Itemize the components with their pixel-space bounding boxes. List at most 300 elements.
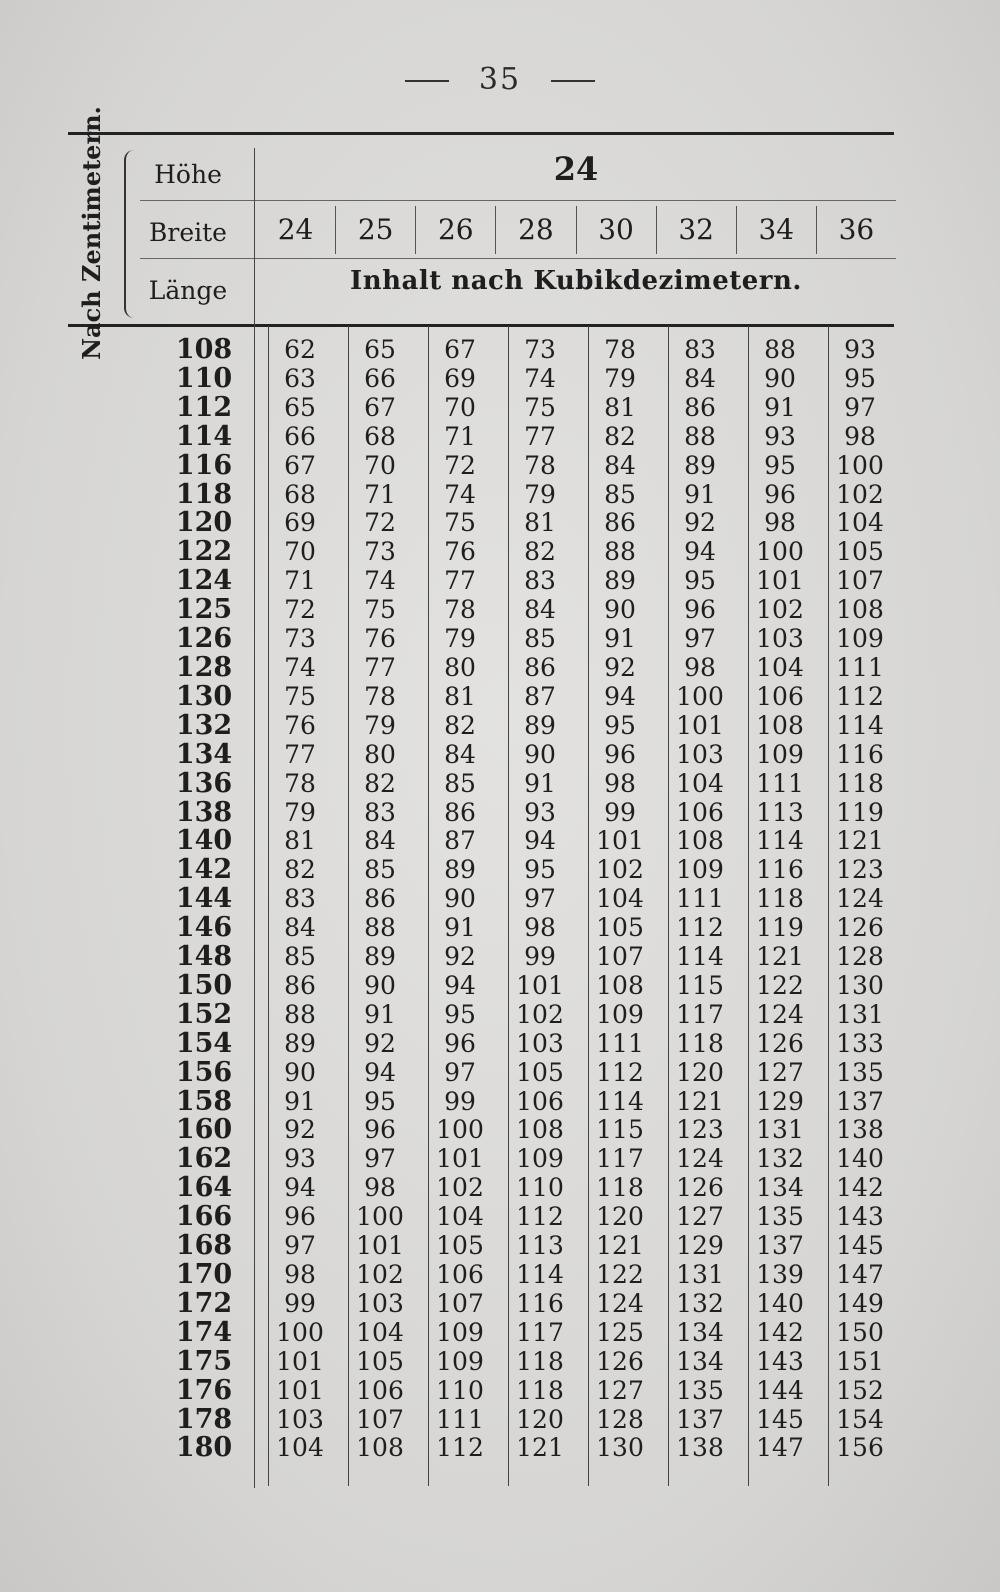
length-cell: 172 [175, 1287, 233, 1319]
volume-cell: 91 [684, 479, 716, 509]
volume-cell: 79 [284, 797, 316, 827]
volume-cell: 98 [764, 508, 796, 538]
header-bottom-rule [68, 324, 894, 327]
length-cell: 108 [175, 334, 233, 365]
volume-cell: 101 [676, 710, 724, 740]
volume-cell: 149 [836, 1288, 884, 1318]
volume-cell: 112 [516, 1202, 564, 1232]
volume-cell: 69 [284, 508, 316, 538]
volume-cell: 117 [516, 1317, 564, 1347]
volume-cell: 95 [604, 710, 636, 740]
volume-cell: 118 [676, 1028, 724, 1058]
volume-cell: 100 [836, 450, 884, 480]
volume-cell: 143 [756, 1346, 804, 1376]
volume-cell: 92 [364, 1028, 396, 1058]
volume-cell: 120 [516, 1404, 564, 1434]
volume-cell: 95 [524, 855, 556, 885]
volume-cell: 71 [364, 479, 396, 509]
volume-cell: 104 [596, 884, 644, 914]
volume-cell: 95 [364, 1086, 396, 1116]
length-cell: 160 [175, 1114, 233, 1146]
volume-cell: 135 [676, 1375, 724, 1405]
volume-cell: 98 [524, 913, 556, 943]
volume-cell: 124 [836, 884, 884, 914]
volume-cell: 84 [364, 826, 396, 856]
volume-cell: 75 [524, 392, 556, 422]
volume-cell: 95 [444, 999, 476, 1029]
table-row [148, 509, 900, 538]
table-row [148, 1377, 900, 1406]
volume-cell: 90 [284, 1057, 316, 1087]
volume-cell: 92 [284, 1115, 316, 1145]
volume-cell: 121 [596, 1231, 644, 1261]
volume-cell: 68 [284, 479, 316, 509]
volume-cell: 88 [364, 913, 396, 943]
length-cell: 126 [175, 623, 233, 655]
volume-cell: 88 [284, 999, 316, 1029]
volume-cell: 152 [836, 1375, 884, 1405]
volume-cell: 114 [516, 1260, 564, 1289]
breite-value: 32 [656, 206, 736, 254]
volume-cell: 128 [836, 942, 884, 972]
volume-cell: 85 [524, 624, 556, 654]
volume-cell: 90 [604, 595, 636, 625]
volume-cell: 70 [284, 537, 316, 567]
volume-cell: 84 [604, 450, 636, 480]
volume-cell: 131 [836, 999, 884, 1029]
volume-cell: 75 [364, 595, 396, 625]
volume-cell: 90 [764, 363, 796, 393]
volume-cell: 91 [284, 1086, 316, 1116]
volume-cell: 110 [516, 1173, 564, 1203]
volume-cell: 77 [284, 739, 316, 769]
length-cell: 130 [175, 680, 233, 712]
length-cell: 152 [175, 998, 233, 1030]
volume-cell: 118 [516, 1346, 564, 1376]
volume-cell: 63 [284, 363, 316, 393]
volume-cell: 70 [444, 392, 476, 422]
length-cell: 176 [175, 1374, 233, 1406]
volume-cell: 112 [596, 1057, 644, 1087]
volume-cell: 99 [524, 942, 556, 972]
volume-cell: 94 [284, 1173, 316, 1203]
volume-cell: 126 [596, 1346, 644, 1376]
volume-cell: 84 [284, 913, 316, 943]
volume-cell: 95 [684, 566, 716, 596]
volume-cell: 122 [596, 1260, 644, 1289]
volume-cell: 83 [364, 797, 396, 827]
length-cell: 166 [175, 1201, 233, 1233]
volume-cell: 76 [284, 710, 316, 740]
volume-cell: 121 [836, 826, 884, 856]
volume-cell: 79 [364, 710, 396, 740]
length-cell: 144 [175, 883, 233, 915]
volume-cell: 99 [284, 1288, 316, 1318]
volume-cell: 84 [444, 739, 476, 769]
volume-cell: 93 [284, 1144, 316, 1174]
volume-cell: 132 [676, 1288, 724, 1318]
breite-value: 36 [816, 206, 896, 254]
volume-cell: 100 [676, 681, 724, 711]
volume-cell: 108 [596, 970, 644, 1000]
volume-cell: 142 [836, 1173, 884, 1203]
volume-cell: 106 [356, 1375, 404, 1405]
volume-cell: 100 [436, 1115, 484, 1145]
volume-cell: 78 [524, 450, 556, 480]
volume-cell: 88 [604, 537, 636, 567]
volume-cell: 78 [604, 335, 636, 364]
volume-cell: 95 [764, 450, 796, 480]
length-cell: 134 [175, 738, 233, 770]
breite-value: 26 [415, 206, 495, 254]
volume-cell: 116 [516, 1288, 564, 1318]
table-row [148, 625, 900, 654]
volume-cell: 151 [836, 1346, 884, 1376]
volume-cell: 91 [444, 913, 476, 943]
volume-cell: 101 [516, 970, 564, 1000]
volume-cell: 127 [676, 1202, 724, 1232]
volume-cell: 109 [756, 739, 804, 769]
volume-cell: 74 [444, 479, 476, 509]
volume-cell: 82 [284, 855, 316, 885]
volume-cell: 86 [444, 797, 476, 827]
volume-cell: 107 [436, 1288, 484, 1318]
volume-cell: 105 [356, 1346, 404, 1376]
length-cell: 175 [175, 1345, 233, 1377]
volume-cell: 144 [756, 1375, 804, 1405]
volume-cell: 73 [284, 624, 316, 654]
volume-cell: 89 [444, 855, 476, 885]
table-row [148, 596, 900, 625]
volume-cell: 76 [364, 624, 396, 654]
volume-cell: 79 [604, 363, 636, 393]
volume-cell: 96 [444, 1028, 476, 1058]
volume-cell: 65 [284, 392, 316, 422]
volume-cell: 116 [836, 739, 884, 769]
volume-cell: 86 [364, 884, 396, 914]
label-breite: Breite [149, 218, 227, 247]
volume-cell: 72 [364, 508, 396, 538]
volume-cell: 115 [596, 1115, 644, 1145]
volume-cell: 93 [524, 797, 556, 827]
volume-cell: 92 [444, 942, 476, 972]
length-cell: 150 [175, 969, 233, 1001]
volume-cell: 96 [684, 595, 716, 625]
volume-cell: 113 [756, 797, 804, 827]
volume-cell: 111 [836, 652, 884, 682]
volume-cell: 97 [844, 392, 876, 422]
volume-cell: 139 [756, 1260, 804, 1289]
table-row [148, 1406, 900, 1435]
table-row [148, 712, 900, 741]
length-cell: 120 [175, 507, 233, 539]
volume-cell: 121 [756, 942, 804, 972]
table-row [148, 943, 900, 972]
top-rule [68, 132, 894, 135]
volume-cell: 95 [844, 363, 876, 393]
volume-cell: 85 [364, 855, 396, 885]
volume-cell: 108 [836, 595, 884, 625]
volume-table-body [148, 336, 900, 1463]
volume-cell: 100 [276, 1317, 324, 1347]
volume-cell: 109 [436, 1317, 484, 1347]
volume-cell: 124 [756, 999, 804, 1029]
volume-cell: 114 [836, 710, 884, 740]
breite-value: 34 [736, 206, 816, 254]
volume-cell: 131 [676, 1260, 724, 1289]
volume-cell: 66 [364, 363, 396, 393]
volume-cell: 114 [756, 826, 804, 856]
table-row [148, 1030, 900, 1059]
table-row [148, 1348, 900, 1377]
table-row [148, 741, 900, 770]
volume-cell: 66 [284, 421, 316, 451]
volume-cell: 108 [756, 710, 804, 740]
volume-cell: 97 [284, 1231, 316, 1261]
volume-cell: 130 [836, 970, 884, 1000]
volume-cell: 140 [836, 1144, 884, 1174]
volume-cell: 118 [596, 1173, 644, 1203]
volume-cell: 135 [756, 1202, 804, 1232]
length-cell: 110 [175, 362, 233, 394]
length-cell: 138 [175, 796, 233, 828]
volume-cell: 78 [284, 768, 316, 798]
volume-cell: 131 [756, 1115, 804, 1145]
volume-cell: 104 [676, 768, 724, 798]
volume-cell: 83 [684, 335, 716, 364]
volume-cell: 121 [516, 1433, 564, 1463]
label-hoehe: Höhe [154, 160, 222, 189]
volume-cell: 97 [684, 624, 716, 654]
volume-cell: 123 [676, 1115, 724, 1145]
table-row [148, 1145, 900, 1174]
volume-cell: 137 [756, 1231, 804, 1261]
volume-cell: 125 [596, 1317, 644, 1347]
volume-cell: 80 [444, 652, 476, 682]
table-row [148, 538, 900, 567]
volume-cell: 105 [436, 1231, 484, 1261]
volume-cell: 127 [596, 1375, 644, 1405]
volume-cell: 94 [524, 826, 556, 856]
volume-cell: 77 [444, 566, 476, 596]
length-cell: 156 [175, 1056, 233, 1088]
dash-left [405, 80, 449, 82]
volume-cell: 111 [756, 768, 804, 798]
length-cell: 122 [175, 536, 233, 568]
volume-cell: 89 [684, 450, 716, 480]
volume-cell: 93 [764, 421, 796, 451]
volume-cell: 142 [756, 1317, 804, 1347]
volume-cell: 107 [596, 942, 644, 972]
volume-cell: 90 [444, 884, 476, 914]
volume-cell: 116 [756, 855, 804, 885]
length-cell: 136 [175, 767, 233, 799]
volume-cell: 104 [756, 652, 804, 682]
volume-cell: 135 [836, 1057, 884, 1087]
volume-cell: 156 [836, 1433, 884, 1463]
volume-cell: 102 [516, 999, 564, 1029]
hoehe-value: 24 [553, 150, 599, 188]
volume-cell: 74 [524, 363, 556, 393]
volume-cell: 105 [836, 537, 884, 567]
volume-cell: 94 [684, 537, 716, 567]
volume-cell: 91 [364, 999, 396, 1029]
table-row [148, 972, 900, 1001]
volume-cell: 103 [516, 1028, 564, 1058]
volume-cell: 62 [284, 335, 316, 364]
volume-cell: 143 [836, 1202, 884, 1232]
volume-cell: 138 [676, 1433, 724, 1463]
volume-cell: 73 [524, 335, 556, 364]
table-row [148, 856, 900, 885]
volume-cell: 86 [684, 392, 716, 422]
volume-cell: 129 [676, 1231, 724, 1261]
volume-cell: 91 [604, 624, 636, 654]
volume-cell: 85 [284, 942, 316, 972]
volume-cell: 89 [284, 1028, 316, 1058]
volume-cell: 106 [516, 1086, 564, 1116]
volume-cell: 106 [436, 1260, 484, 1289]
volume-cell: 72 [444, 450, 476, 480]
length-cell: 168 [175, 1230, 233, 1262]
volume-cell: 137 [676, 1404, 724, 1434]
label-laenge: Länge [148, 276, 228, 305]
length-cell: 125 [175, 594, 233, 626]
volume-cell: 75 [284, 681, 316, 711]
volume-cell: 98 [364, 1173, 396, 1203]
volume-cell: 109 [676, 855, 724, 885]
volume-cell: 145 [756, 1404, 804, 1434]
table-row [148, 481, 900, 510]
volume-cell: 80 [364, 739, 396, 769]
volume-cell: 92 [604, 652, 636, 682]
volume-cell: 70 [364, 450, 396, 480]
volume-cell: 97 [524, 884, 556, 914]
volume-cell: 86 [284, 970, 316, 1000]
volume-cell: 115 [676, 970, 724, 1000]
volume-cell: 102 [836, 479, 884, 509]
volume-cell: 101 [436, 1144, 484, 1174]
table-row [148, 1203, 900, 1232]
breite-value: 25 [335, 206, 415, 254]
table-row [148, 654, 900, 683]
length-cell: 178 [175, 1403, 233, 1435]
volume-cell: 87 [444, 826, 476, 856]
volume-cell: 113 [516, 1231, 564, 1261]
page-number: 35 [478, 62, 522, 97]
volume-cell: 119 [836, 797, 884, 827]
volume-cell: 94 [364, 1057, 396, 1087]
table-row [148, 1059, 900, 1088]
brace [124, 150, 140, 318]
dash-right [551, 80, 595, 82]
volume-cell: 98 [604, 768, 636, 798]
length-cell: 162 [175, 1143, 233, 1175]
volume-cell: 109 [436, 1346, 484, 1376]
table-row [148, 336, 900, 365]
volume-cell: 89 [524, 710, 556, 740]
breite-value: 30 [576, 206, 656, 254]
volume-cell: 85 [604, 479, 636, 509]
volume-cell: 96 [284, 1202, 316, 1232]
volume-cell: 75 [444, 508, 476, 538]
volume-cell: 101 [276, 1375, 324, 1405]
volume-cell: 112 [436, 1433, 484, 1463]
volume-cell: 83 [524, 566, 556, 596]
volume-cell: 119 [756, 913, 804, 943]
volume-cell: 96 [604, 739, 636, 769]
volume-cell: 140 [756, 1288, 804, 1318]
volume-cell: 69 [444, 363, 476, 393]
volume-cell: 86 [604, 508, 636, 538]
volume-cell: 67 [284, 450, 316, 480]
volume-cell: 134 [676, 1346, 724, 1376]
volume-cell: 102 [756, 595, 804, 625]
volume-cell: 108 [516, 1115, 564, 1145]
volume-cell: 138 [836, 1115, 884, 1145]
volume-cell: 134 [756, 1173, 804, 1203]
volume-cell: 81 [524, 508, 556, 538]
volume-cell: 111 [436, 1404, 484, 1434]
volume-cell: 103 [276, 1404, 324, 1434]
volume-cell: 109 [516, 1144, 564, 1174]
length-cell: 114 [175, 420, 233, 452]
volume-cell: 103 [756, 624, 804, 654]
table-row [148, 914, 900, 943]
volume-cell: 127 [756, 1057, 804, 1087]
volume-cell: 102 [436, 1173, 484, 1203]
table-row [148, 1174, 900, 1203]
length-cell: 174 [175, 1316, 233, 1348]
volume-cell: 96 [764, 479, 796, 509]
volume-cell: 96 [364, 1115, 396, 1145]
content-heading: Inhalt nach Kubikdezimetern. [350, 266, 802, 296]
volume-cell: 91 [764, 392, 796, 422]
volume-cell: 101 [276, 1346, 324, 1376]
volume-cell: 82 [604, 421, 636, 451]
volume-cell: 81 [284, 826, 316, 856]
volume-cell: 107 [356, 1404, 404, 1434]
volume-cell: 98 [284, 1260, 316, 1289]
volume-cell: 67 [444, 335, 476, 364]
volume-cell: 94 [604, 681, 636, 711]
page-number-line [0, 62, 1000, 97]
volume-cell: 71 [284, 566, 316, 596]
table-row [148, 770, 900, 799]
volume-cell: 112 [836, 681, 884, 711]
length-cell: 158 [175, 1085, 233, 1117]
volume-cell: 98 [684, 652, 716, 682]
volume-cell: 82 [444, 710, 476, 740]
volume-cell: 147 [756, 1433, 804, 1463]
volume-cell: 90 [524, 739, 556, 769]
volume-cell: 78 [364, 681, 396, 711]
volume-cell: 111 [676, 884, 724, 914]
volume-cell: 124 [676, 1144, 724, 1174]
length-cell: 132 [175, 709, 233, 741]
volume-cell: 89 [364, 942, 396, 972]
volume-cell: 92 [684, 508, 716, 538]
volume-cell: 82 [524, 537, 556, 567]
length-cell: 170 [175, 1259, 233, 1290]
table-row [148, 1116, 900, 1145]
volume-cell: 129 [756, 1086, 804, 1116]
volume-cell: 82 [364, 768, 396, 798]
length-cell: 180 [175, 1432, 233, 1464]
volume-cell: 74 [364, 566, 396, 596]
volume-cell: 130 [596, 1433, 644, 1463]
volume-cell: 108 [356, 1433, 404, 1463]
